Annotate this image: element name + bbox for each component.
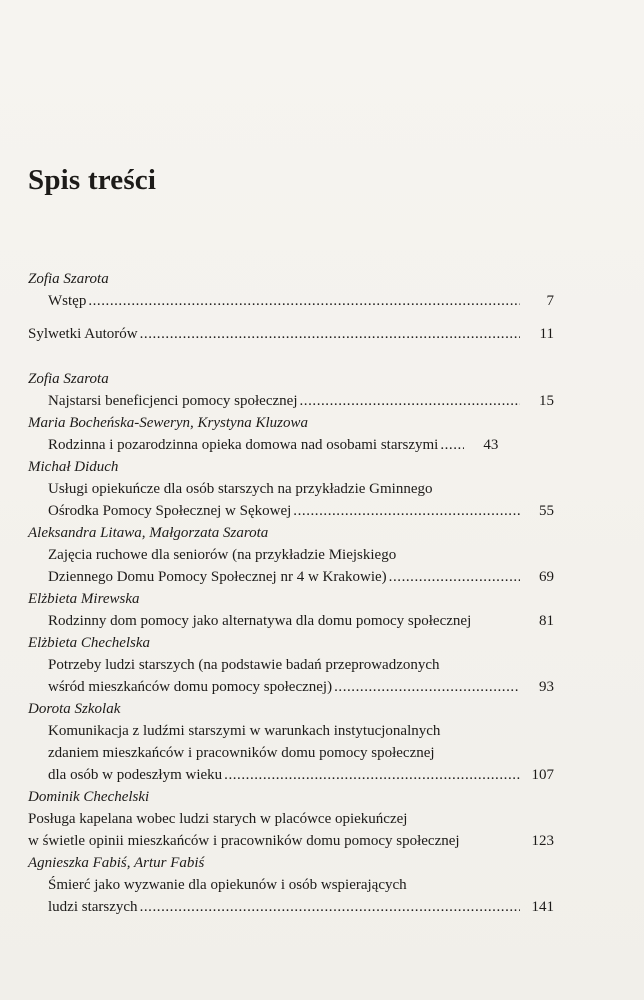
toc-chapter-title: zdaniem mieszkańców i pracowników domu pomocy społecznej	[48, 745, 435, 761]
toc-entry	[28, 786, 554, 852]
toc-line	[28, 676, 554, 698]
toc-chapter-title: Najstarsi beneficjenci pomocy społecznej	[48, 393, 298, 409]
toc-line	[28, 566, 554, 588]
toc-chapter-title: Zajęcia ruchowe dla seniorów (na przykładzie Miejskiego	[48, 547, 397, 563]
toc-chapter-title: Ośrodka Pomocy Społecznej w Sękowej	[48, 503, 292, 519]
toc-page-number: 69	[539, 569, 554, 585]
toc-line	[28, 434, 554, 456]
toc-page-number: 107	[531, 767, 554, 783]
toc-page-number: 141	[531, 899, 554, 915]
page-title: Spis treści	[28, 164, 157, 196]
dot-leader	[300, 390, 521, 412]
toc-entry	[28, 632, 554, 698]
toc-line	[28, 654, 554, 676]
toc-line	[28, 500, 554, 522]
toc-author: Aleksandra Litawa, Małgorzata Szarota	[28, 525, 269, 541]
toc-entry	[28, 852, 554, 918]
dot-leader	[334, 676, 520, 698]
toc-line	[28, 610, 554, 632]
toc-page-number: 11	[539, 326, 554, 342]
toc-author: Dominik Chechelski	[28, 789, 150, 805]
toc-line	[28, 874, 554, 896]
dot-leader	[224, 764, 520, 786]
toc-entry	[28, 588, 554, 632]
toc-chapter-title: w świetle opinii mieszkańców i pracowników domu pomocy społecznej	[28, 833, 460, 849]
toc-line	[28, 896, 554, 918]
toc-chapter-title: Rodzinny dom pomocy jako alternatywa dla domu pomocy społecznej	[48, 613, 472, 629]
dot-leader	[140, 323, 520, 345]
toc-author: Maria Bocheńska-Seweryn, Krystyna Kluzowa	[28, 415, 308, 431]
toc-chapter-title: Rodzinna i pozarodzinna opieka domowa nad osobami starszymi	[48, 437, 439, 453]
toc-entry	[28, 412, 554, 456]
toc-chapter-title: Potrzeby ludzi starszych (na podstawie badań przeprowadzonych	[48, 657, 440, 673]
toc-chapter-title: ludzi starszych	[48, 899, 138, 915]
toc-entry	[28, 698, 554, 786]
toc-line	[28, 764, 554, 786]
toc-line	[28, 544, 554, 566]
toc-entry	[28, 368, 554, 412]
toc-line	[28, 742, 554, 764]
dot-leader	[293, 500, 520, 522]
toc-page-number: 7	[546, 293, 554, 309]
toc-page-number: 55	[539, 503, 554, 519]
toc-chapter-title: Sylwetki Autorów	[28, 326, 138, 342]
toc-entry	[28, 456, 554, 522]
toc-chapter-title: Usługi opiekuńcze dla osób starszych na przykładzie Gminnego	[48, 481, 433, 497]
toc-entry	[28, 268, 554, 312]
toc-chapter-title: Komunikacja z ludźmi starszymi w warunkach instytucjonalnych	[48, 723, 441, 739]
toc-author: Zofia Szarota	[28, 371, 109, 387]
toc-line	[28, 808, 554, 830]
toc-page-number: 93	[539, 679, 554, 695]
toc-chapter-title: Śmierć jako wyzwanie dla opiekunów i osób wspierających	[48, 877, 407, 893]
toc-line	[28, 720, 554, 742]
toc-chapter-title: Dziennego Domu Pomocy Społecznej nr 4 w Krakowie)	[48, 569, 387, 585]
toc-line	[28, 390, 554, 412]
toc-author: Elżbieta Mirewska	[28, 591, 140, 607]
toc-author: Elżbieta Chechelska	[28, 635, 151, 651]
toc-entry	[28, 323, 554, 345]
dot-leader	[440, 434, 464, 456]
dot-leader	[88, 290, 520, 312]
toc-entry	[28, 522, 554, 588]
toc-chapter-title: Wstęp	[48, 293, 87, 309]
toc-line	[28, 290, 554, 312]
toc-author: Zofia Szarota	[28, 271, 109, 287]
dot-leader	[389, 566, 520, 588]
toc-author: Agnieszka Fabiś, Artur Fabiś	[28, 855, 205, 871]
toc-page-number: 123	[531, 833, 554, 849]
toc-line	[28, 323, 554, 345]
toc-chapter-title: wśród mieszkańców domu pomocy społecznej)	[48, 679, 333, 695]
dot-leader	[140, 896, 520, 918]
toc-author: Dorota Szkolak	[28, 701, 121, 717]
toc-author: Michał Diduch	[28, 459, 119, 475]
toc-page-number: 43	[483, 437, 499, 453]
toc-chapter-title: dla osób w podeszłym wieku	[48, 767, 223, 783]
toc-page-number: 81	[539, 613, 554, 629]
toc-line	[28, 478, 554, 500]
toc-page-number: 15	[539, 393, 554, 409]
toc-chapter-title: Posługa kapelana wobec ludzi starych w placówce opiekuńczej	[28, 811, 408, 827]
toc-line	[28, 830, 554, 852]
